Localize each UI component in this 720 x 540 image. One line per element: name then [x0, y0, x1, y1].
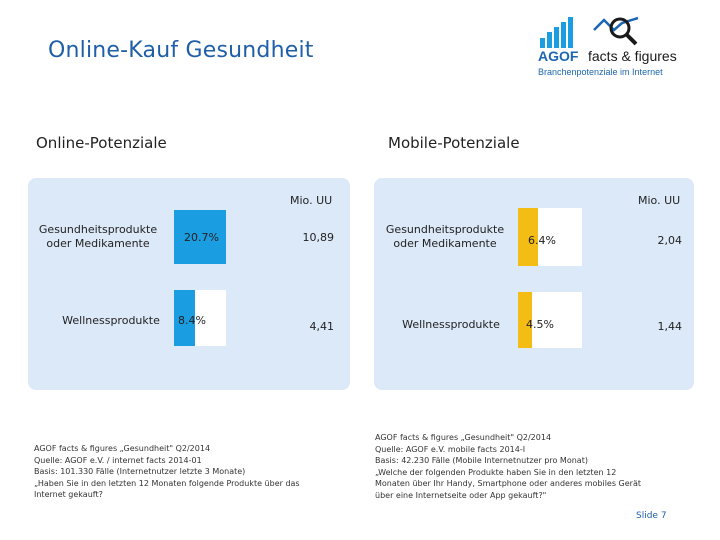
- mobile-note-line: Basis: 42.230 Fälle (Mobile Internetnutzer pro Monat): [375, 456, 588, 465]
- mobile-note-line: AGOF facts & figures „Gesundheit" Q2/2014: [375, 433, 552, 442]
- mobile-note-line: über eine Internetseite oder App gekauft?": [375, 490, 547, 500]
- online-label-wellness: Wellnessprodukte: [62, 314, 160, 327]
- chart-magnifier-logo-icon: [538, 16, 678, 50]
- mobile-panel: [374, 178, 694, 390]
- online-value-wellness: 4,41: [309, 320, 334, 333]
- mobile-unit: Mio. UU: [638, 194, 681, 207]
- mobile-heading: Mobile-Potenziale: [388, 134, 520, 152]
- mobile-value-gesundheit: 2,04: [657, 234, 682, 247]
- online-note-line: Internet gekauft?: [34, 490, 103, 499]
- online-note-line: Quelle: AGOF e.V. / internet facts 2014-01: [34, 455, 202, 465]
- logo-suffix: facts & figures: [588, 48, 677, 64]
- logo-tagline: Branchenpotenziale im Internet: [538, 67, 663, 77]
- mobile-note-line: Quelle: AGOF e.V. mobile facts 2014-I: [375, 444, 526, 454]
- online-note-line: AGOF facts & figures „Gesundheit" Q2/2014: [34, 444, 211, 453]
- page-title: Online-Kauf Gesundheit: [48, 38, 314, 63]
- online-note-line: Basis: 101.330 Fälle (Internetnutzer letzte 3 Monate): [34, 467, 246, 476]
- mobile-pct-wellness: 4.5%: [526, 318, 554, 331]
- agof-logo: [538, 16, 678, 80]
- online-heading: Online-Potenziale: [36, 134, 167, 152]
- mobile-note-line: „Welche der folgenden Produkte haben Sie in den letzten 12: [375, 467, 617, 477]
- mobile-pct-gesundheit: 6.4%: [528, 234, 556, 247]
- online-label-gesundheit: Gesundheitsprodukte oder Medikamente: [38, 223, 158, 250]
- online-pct-gesundheit: 20.7%: [184, 231, 219, 244]
- online-panel: [28, 178, 350, 390]
- online-source-note: [34, 443, 344, 501]
- mobile-note-line: Monaten über Ihr Handy, Smartphone oder anderes mobiles Gerät: [375, 479, 642, 488]
- online-unit: Mio. UU: [290, 194, 333, 207]
- online-note-line: „Haben Sie in den letzten 12 Monaten folgende Produkte über das: [34, 478, 300, 488]
- logo-brand: AGOF: [538, 48, 579, 64]
- mobile-label-gesundheit: Gesundheitsprodukte oder Medikamente: [385, 223, 505, 250]
- mobile-value-wellness: 1,44: [657, 320, 682, 333]
- mobile-source-note: [375, 432, 695, 501]
- slide-number: Slide 7: [636, 511, 667, 521]
- online-pct-wellness: 8.4%: [178, 314, 206, 327]
- mobile-label-wellness: Wellnessprodukte: [402, 318, 500, 331]
- online-value-gesundheit: 10,89: [302, 231, 334, 244]
